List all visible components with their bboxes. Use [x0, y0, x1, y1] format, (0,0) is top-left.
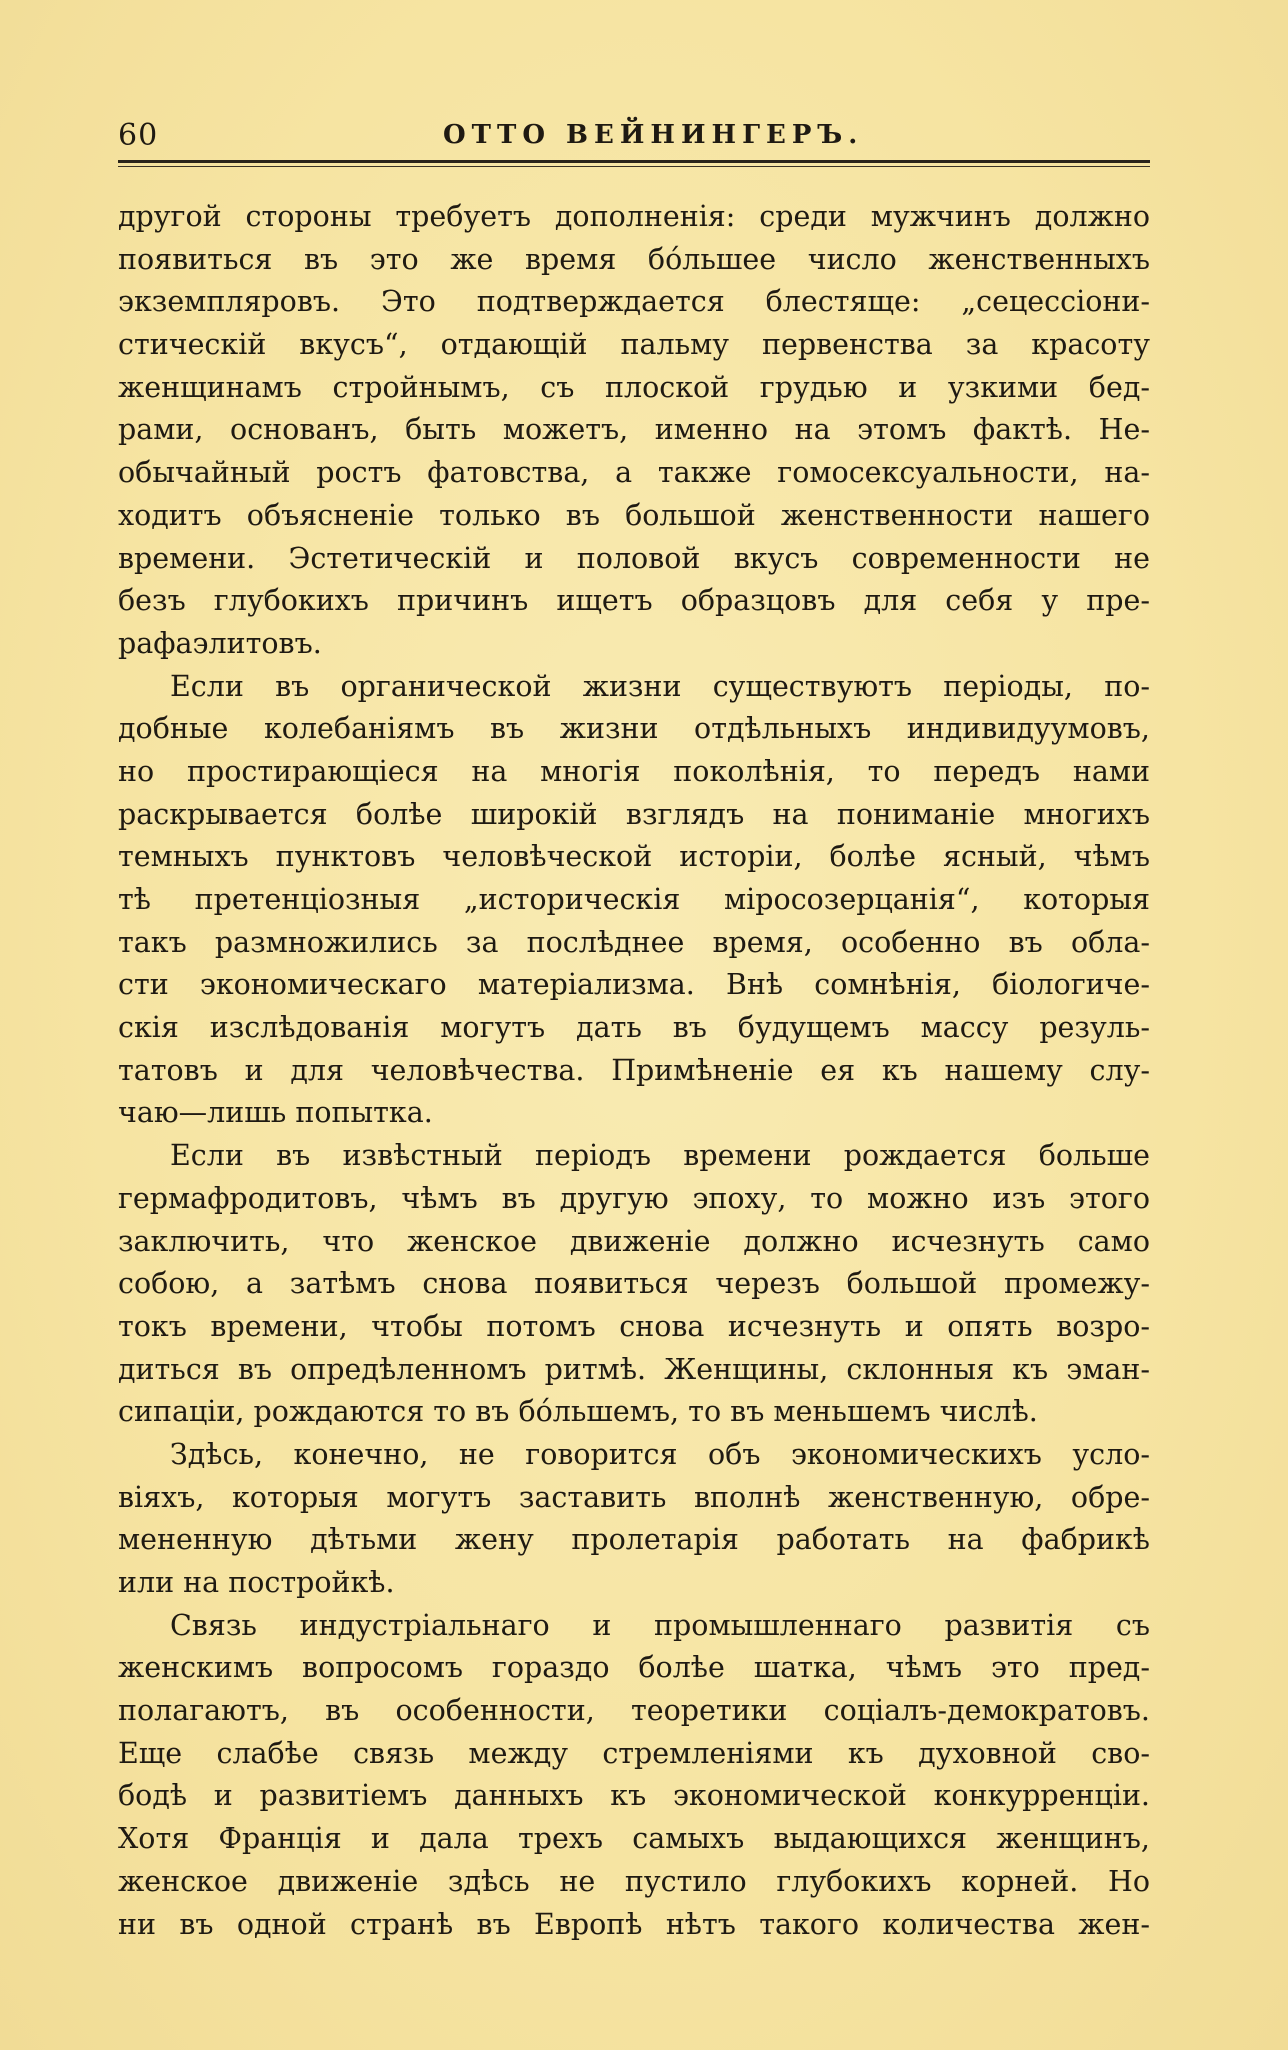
text-line: другой стороны требуетъ дополненія: среди мужчинъ должно — [118, 200, 1150, 233]
text-line: раскрывается болѣе широкій взглядъ на пониманіе многихъ — [118, 797, 1150, 831]
text-line: рафаэлитовъ. — [118, 626, 322, 660]
text-line: полагаютъ, въ особенности, теоретики соціалъ-демократовъ. — [118, 1694, 1150, 1728]
text-line: токъ времени, чтобы потомъ снова исчезнуть и опять возро- — [118, 1309, 1150, 1343]
running-head — [118, 118, 1150, 164]
text-line: чаю—лишь попытка. — [118, 1096, 433, 1130]
text-line: скія изслѣдованія могутъ дать въ будущемъ массу резуль- — [118, 1011, 1150, 1045]
text-line: появиться въ это же время бóльшее число женственныхъ — [118, 242, 1150, 276]
text-line: віяхъ, которыя могутъ заставить вполнѣ женственную, обре- — [118, 1480, 1150, 1514]
text-line: заключить, что женское движеніе должно исчезнуть само — [118, 1224, 1150, 1258]
text-line: рами, основанъ, быть можетъ, именно на этомъ фактѣ. Не- — [118, 413, 1150, 447]
text-line: женское движеніе здѣсь не пустило глубокихъ корней. Но — [118, 1864, 1150, 1898]
text-line: Если въ извѣстный періодъ времени рождается больше — [170, 1139, 1150, 1173]
body-text — [118, 196, 1150, 1946]
text-line: тѣ претенціозныя „историческія міросозерцанія“, которыя — [118, 883, 1150, 916]
text-line: стическій вкусъ“, отдающій пальму первенства за красоту — [118, 328, 1150, 362]
text-line: ни въ одной странѣ въ Европѣ нѣтъ такого количества жен- — [118, 1907, 1150, 1941]
text-line: экземпляровъ. Это подтверждается блестяще: „сецессіони- — [118, 285, 1150, 319]
text-line: гермафродитовъ, чѣмъ въ другую эпоху, то можно изъ этого — [118, 1181, 1150, 1215]
text-line: сипаціи, рождаются то въ бóльшемъ, то въ меньшемъ числѣ. — [118, 1395, 1038, 1429]
text-line: собою, а затѣмъ снова появиться черезъ большой промежу- — [118, 1267, 1150, 1301]
header-rule-thin — [118, 166, 1150, 167]
text-line: женщинамъ стройнымъ, съ плоской грудью и узкими бед- — [118, 370, 1150, 404]
text-line: бодѣ и развитіемъ данныхъ къ экономической конкурренціи. — [118, 1779, 1150, 1813]
header-rule — [118, 160, 1150, 163]
text-line: безъ глубокихъ причинъ ищетъ образцовъ для себя у пре- — [118, 584, 1150, 618]
text-line: ходитъ объясненіе только въ большой женственности нашего — [118, 498, 1150, 532]
text-line: или на постройкѣ. — [118, 1566, 395, 1599]
text-line: темныхъ пунктовъ человѣческой исторіи, болѣе ясный, чѣмъ — [118, 840, 1150, 874]
text-line: мененную дѣтьми жену пролетарія работать на фабрикѣ — [118, 1523, 1150, 1557]
text-line: Хотя Франція и дала трехъ самыхъ выдающихся женщинъ, — [118, 1822, 1150, 1856]
text-line: но простирающіеся на многія поколѣнія, то передъ нами — [118, 754, 1150, 788]
text-line: Если въ органической жизни существуютъ періоды, по- — [170, 669, 1150, 703]
running-title: ОТТО ВЕЙНИНГЕРЪ. — [443, 120, 864, 150]
text-line: Связь индустріальнаго и промышленнаго развитія съ — [170, 1608, 1150, 1642]
text-line: времени. Эстетическій и половой вкусъ современности не — [118, 541, 1150, 575]
text-line: Еще слабѣе связь между стремленіями къ духовной сво- — [118, 1736, 1150, 1770]
text-line: такъ размножились за послѣднее время, особенно въ обла- — [118, 925, 1150, 959]
text-line: добные колебаніямъ въ жизни отдѣльныхъ индивидуумовъ, — [118, 712, 1150, 746]
text-line: Здѣсь, конечно, не говорится объ экономическихъ усло- — [170, 1437, 1150, 1471]
text-line: татовъ и для человѣчества. Примѣненіе ея къ нашему слу- — [118, 1053, 1150, 1087]
text-line: диться въ опредѣленномъ ритмѣ. Женщины, склонныя къ эман- — [118, 1352, 1150, 1386]
text-line: женскимъ вопросомъ гораздо болѣе шатка, чѣмъ это пред- — [118, 1651, 1150, 1685]
text-line: сти экономическаго матеріализма. Внѣ сомнѣнія, біологиче- — [118, 968, 1150, 1002]
page-number: 60 — [118, 118, 159, 153]
text-line: обычайный ростъ фатовства, а также гомосексуальности, на- — [118, 456, 1150, 490]
